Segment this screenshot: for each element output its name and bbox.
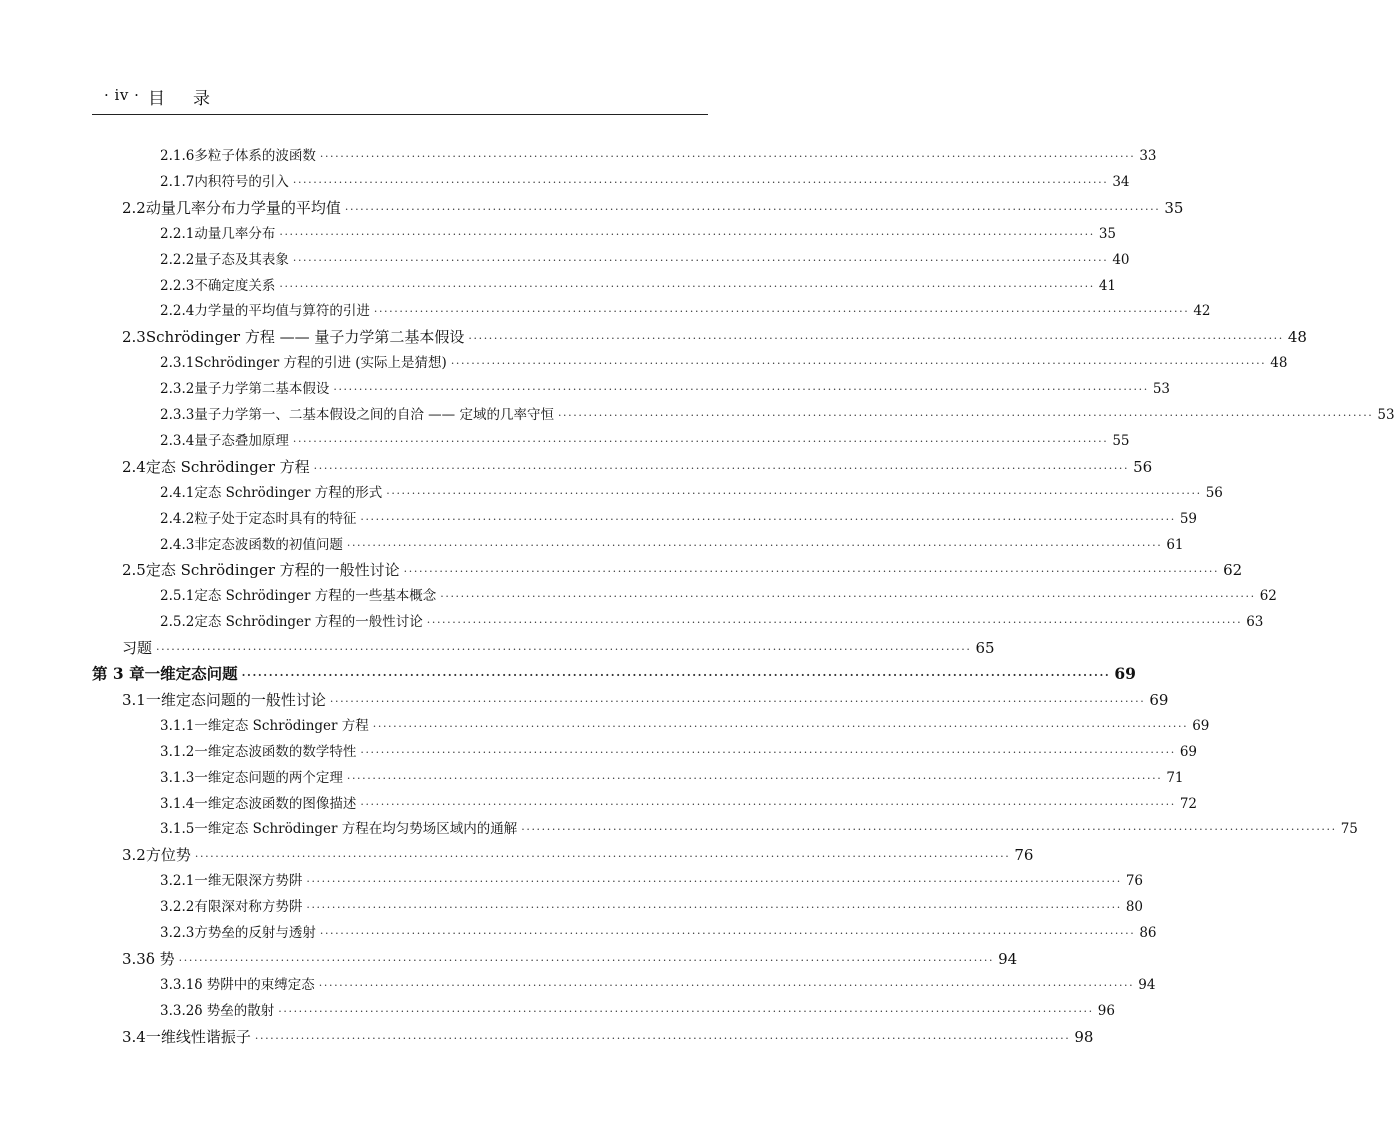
toc-entry-title: 一维无限深方势阱 [194, 873, 303, 890]
toc-entry-page: 53 [1377, 407, 1395, 423]
toc-subsection[interactable] [160, 713, 1210, 739]
toc-entry-page: 80 [1125, 899, 1143, 916]
toc-entry-title: 习题 [122, 639, 153, 658]
toc-entry-number: 3.2.1 [160, 873, 195, 890]
toc-entry-title: 定态 Schrödinger 方程 [145, 457, 310, 476]
toc-entry-title: Schrödinger 方程的引进 (实际上是猜想) [194, 355, 447, 372]
dot-leader: ································································································································································ [372, 719, 1189, 733]
dot-leader: ································································································································································ [279, 279, 1095, 293]
toc-entry-page: 96 [1097, 1002, 1115, 1019]
toc-entry-page: 72 [1179, 795, 1197, 812]
dot-leader: ································································································································································ [426, 616, 1243, 630]
dot-leader: ································································································································································ [319, 927, 1136, 940]
toc-entry-title: 量子态及其表象 [194, 251, 289, 268]
toc-entry-number: 第 3 章 [92, 664, 145, 683]
toc-subsection[interactable] [160, 402, 1395, 428]
toc-subsection[interactable] [160, 169, 1130, 195]
dot-leader: ································································································································································ [313, 461, 1130, 475]
toc-entry-number: 2.3.1 [160, 355, 195, 372]
toc-entry-page: 48 [1287, 328, 1307, 347]
toc-subsection[interactable] [160, 376, 1170, 402]
toc-entry-number: 2.5.2 [160, 614, 195, 631]
toc-entry-number: 2.5 [122, 561, 146, 580]
toc-entry-page: 69 [1114, 664, 1136, 683]
toc-entry-number: 3.3 [122, 949, 146, 968]
toc-section[interactable] [122, 1024, 1094, 1050]
toc-subsection[interactable] [160, 609, 1264, 635]
toc-entry-title: 内积符号的引入 [194, 173, 289, 190]
toc-subsection[interactable] [160, 273, 1116, 299]
dot-leader: ································································································································································ [333, 383, 1149, 397]
toc-section[interactable] [122, 557, 1243, 583]
toc-entry-page: 33 [1139, 148, 1157, 164]
toc-entry-page: 65 [975, 639, 995, 658]
dot-leader: ································································································································································ [254, 1031, 1071, 1045]
dot-leader: ································································································································································ [292, 434, 1109, 448]
toc-entry-page: 55 [1112, 432, 1130, 449]
toc-section[interactable] [122, 842, 1034, 868]
toc-entry-title: 定态 Schrödinger 方程的一些基本概念 [194, 588, 437, 605]
toc-entry-number: 3.1.4 [160, 795, 195, 812]
toc-entry-title: 定态 Schrödinger 方程的形式 [194, 484, 383, 501]
toc-entry-number: 3.1.5 [160, 821, 195, 838]
toc-entry-number: 2.4.2 [160, 510, 195, 527]
toc-section[interactable] [122, 195, 1184, 221]
dot-leader: ································································································································································ [278, 1004, 1094, 1018]
toc-subsection[interactable] [160, 480, 1223, 506]
toc-entry-title: 有限深对称方势阱 [194, 899, 303, 916]
dot-leader: ································································································································································ [279, 227, 1095, 241]
dot-leader: ································································································································································ [346, 771, 1163, 785]
toc-entry-title: 定态 Schrödinger 方程的一般性讨论 [145, 561, 400, 580]
toc-entry-number: 2.2.1 [160, 225, 195, 242]
toc-entry-title: 粒子处于定态时具有的特征 [194, 510, 357, 527]
toc-subsection[interactable] [160, 739, 1197, 765]
toc-subsection[interactable] [160, 972, 1156, 998]
toc-entry-page: 69 [1149, 690, 1169, 709]
toc-entry-number: 2.3.3 [160, 407, 195, 423]
toc-entry-page: 56 [1205, 484, 1223, 501]
toc-subsection[interactable] [160, 221, 1116, 247]
toc-entry-title: δ 势阱中的束缚定态 [194, 976, 315, 993]
toc-subsection[interactable] [160, 868, 1143, 894]
toc-entry-page: 94 [998, 949, 1018, 968]
toc-entry-page: 94 [1138, 976, 1156, 993]
toc-entry-title: 一维定态 Schrödinger 方程 [194, 717, 369, 734]
toc-entry-number: 2.3 [122, 328, 146, 347]
dot-leader: ································································································································································ [521, 823, 1337, 837]
toc-entry-title: 不确定度关系 [194, 277, 276, 294]
toc-entry-number: 2.3.2 [160, 381, 195, 398]
toc-subsection[interactable] [160, 506, 1197, 532]
toc-subsection[interactable] [160, 247, 1130, 273]
toc-entry-number: 2.2.2 [160, 251, 195, 268]
toc-entry-page: 76 [1125, 873, 1143, 890]
toc-entry-page: 62 [1259, 588, 1277, 605]
toc-entry-number: 3.1.3 [160, 769, 195, 786]
toc-subsection[interactable] [160, 532, 1184, 558]
dot-leader: ································································································································································ [306, 875, 1122, 889]
toc-entry-title: 量子态叠加原理 [194, 432, 289, 449]
toc-entry-page: 71 [1166, 769, 1184, 786]
toc-entry-title: δ 势垒的散射 [194, 1002, 275, 1019]
toc-entry-page: 56 [1133, 457, 1153, 476]
toc-subsection[interactable] [160, 143, 1157, 169]
toc-entry-number: 2.2.3 [160, 277, 195, 294]
toc-section[interactable] [122, 687, 1169, 713]
toc-section[interactable] [122, 946, 1018, 972]
toc-subsection[interactable] [160, 350, 1288, 376]
toc-subsection[interactable] [160, 298, 1211, 324]
toc-entry-number: 3.1.1 [160, 717, 195, 734]
toc-entry-number: 2.4.3 [160, 536, 195, 553]
toc-entry-title: 一维定态波函数的图像描述 [194, 795, 357, 812]
toc-chapter[interactable] [92, 661, 1136, 687]
toc-entry-number: 2.2 [122, 198, 146, 217]
toc-entry-page: 98 [1074, 1027, 1094, 1046]
toc-entry-page: 35 [1098, 225, 1116, 242]
toc-entry-number: 2.5.1 [160, 588, 195, 605]
toc-entry-number: 3.4 [122, 1027, 146, 1046]
toc-entry-title: 动量几率分布力学量的平均值 [145, 198, 341, 217]
toc-entry-title: 一维定态问题的一般性讨论 [145, 690, 326, 709]
toc-entry-number: 2.2.4 [160, 303, 195, 320]
toc-entry-page: 61 [1166, 536, 1184, 553]
toc-subsection[interactable] [160, 428, 1130, 454]
dot-leader: ································································································································································ [292, 253, 1109, 267]
toc-entry-page: 53 [1152, 381, 1170, 398]
toc-entry-title: 方位势 [145, 846, 191, 865]
toc-entry-title: 一维定态波函数的数学特性 [194, 743, 357, 760]
toc-entry-page: 75 [1340, 821, 1358, 838]
toc-entry-page: 69 [1179, 743, 1197, 760]
dot-leader: ································································································································································ [329, 694, 1146, 708]
toc-entry-title: 方势垒的反射与透射 [194, 925, 316, 941]
toc-entry-title: 力学量的平均值与算符的引进 [194, 303, 370, 320]
dot-leader: ································································································································································ [468, 332, 1284, 346]
toc-entry-number: 2.1.6 [160, 148, 195, 164]
toc-entry-title: 动量几率分布 [194, 225, 276, 242]
toc-entry-page: 62 [1223, 561, 1243, 580]
dot-leader: ································································································································································ [450, 357, 1267, 371]
toc-exercises[interactable] [122, 635, 995, 661]
toc-entry-page: 34 [1112, 173, 1130, 190]
dot-leader: ································································································································································ [319, 150, 1136, 163]
toc-entry-page: 41 [1098, 277, 1116, 294]
toc-entry-page: 76 [1014, 846, 1034, 865]
toc-entry-title: Schrödinger 方程 —— 量子力学第二基本假设 [145, 328, 465, 347]
toc-subsection[interactable] [160, 765, 1184, 791]
toc-entry-page: 69 [1192, 717, 1210, 734]
toc-entry-title: 量子力学第二基本假设 [194, 381, 330, 398]
toc-entry-number: 3.2.3 [160, 925, 195, 941]
dot-leader: ································································································································································ [292, 175, 1109, 189]
dot-leader: ································································································································································ [344, 202, 1161, 216]
dot-leader: ································································································································································ [360, 512, 1176, 526]
toc-subsection[interactable] [160, 791, 1197, 817]
toc-entry-title: 一维线性谐振子 [145, 1027, 251, 1046]
toc-entry-number: 3.1 [122, 690, 146, 709]
toc-entry-number: 3.3.1 [160, 976, 195, 993]
toc-subsection[interactable] [160, 816, 1358, 842]
toc-entry-page: 42 [1193, 303, 1211, 320]
toc-subsection[interactable] [160, 920, 1157, 946]
dot-leader: ································································································································································ [360, 797, 1176, 811]
dot-leader: ································································································································································ [194, 850, 1011, 864]
toc-section[interactable] [122, 324, 1307, 350]
toc-subsection[interactable] [160, 998, 1115, 1024]
dot-leader: ································································································································································ [306, 901, 1122, 915]
toc-entry-page: 86 [1139, 925, 1157, 941]
toc-subsection[interactable] [160, 583, 1277, 609]
toc-entry-page: 40 [1112, 251, 1130, 268]
toc-entry-page: 35 [1164, 198, 1184, 217]
dot-leader: ································································································································································ [386, 486, 1202, 500]
toc-entry-title: 一维定态问题的两个定理 [194, 769, 343, 786]
page-title: 目录 [148, 89, 238, 109]
toc-entry-title: 量子力学第一、二基本假设之间的自洽 —— 定域的几率守恒 [194, 407, 554, 423]
toc-entry-number: 3.3.2 [160, 1002, 195, 1019]
dot-leader: ································································································································································ [403, 565, 1220, 579]
toc-entry-number: 3.2.2 [160, 899, 195, 916]
dot-leader: ································································································································································ [178, 953, 995, 967]
toc-entry-page: 59 [1179, 510, 1197, 527]
toc-entry-title: 非定态波函数的初值问题 [194, 536, 343, 553]
toc-entry-number: 2.4.1 [160, 484, 195, 501]
dot-leader: ································································································································································ [241, 669, 1111, 682]
toc-subsection[interactable] [160, 894, 1143, 920]
dot-leader: ································································································································································ [557, 409, 1374, 422]
toc-entry-number: 2.4 [122, 457, 146, 476]
toc-entry-number: 3.2 [122, 846, 146, 865]
dot-leader: ································································································································································ [373, 305, 1190, 319]
toc-entry-title: 一维定态问题 [144, 664, 238, 683]
dot-leader: ································································································································································ [156, 643, 972, 657]
page-header [92, 84, 708, 115]
toc-entry-page: 63 [1246, 614, 1264, 631]
dot-leader: ································································································································································ [318, 978, 1135, 992]
dot-leader: ································································································································································ [360, 745, 1176, 759]
toc-entry-title: 定态 Schrödinger 方程的一般性讨论 [194, 614, 423, 631]
toc-entry-number: 2.3.4 [160, 432, 195, 449]
toc-entry-number: 2.1.7 [160, 173, 195, 190]
toc-entry-title: 一维定态 Schrödinger 方程在均匀势场区域内的通解 [194, 821, 518, 838]
toc-entry-title: δ 势 [145, 949, 175, 968]
dot-leader: ································································································································································ [346, 538, 1163, 552]
toc-entry-title: 多粒子体系的波函数 [194, 148, 316, 164]
page-number: · iv · [104, 86, 140, 104]
toc-entry-number: 3.1.2 [160, 743, 195, 760]
toc-entry-page: 48 [1270, 355, 1288, 372]
toc-section[interactable] [122, 454, 1153, 480]
dot-leader: ································································································································································ [440, 590, 1256, 604]
